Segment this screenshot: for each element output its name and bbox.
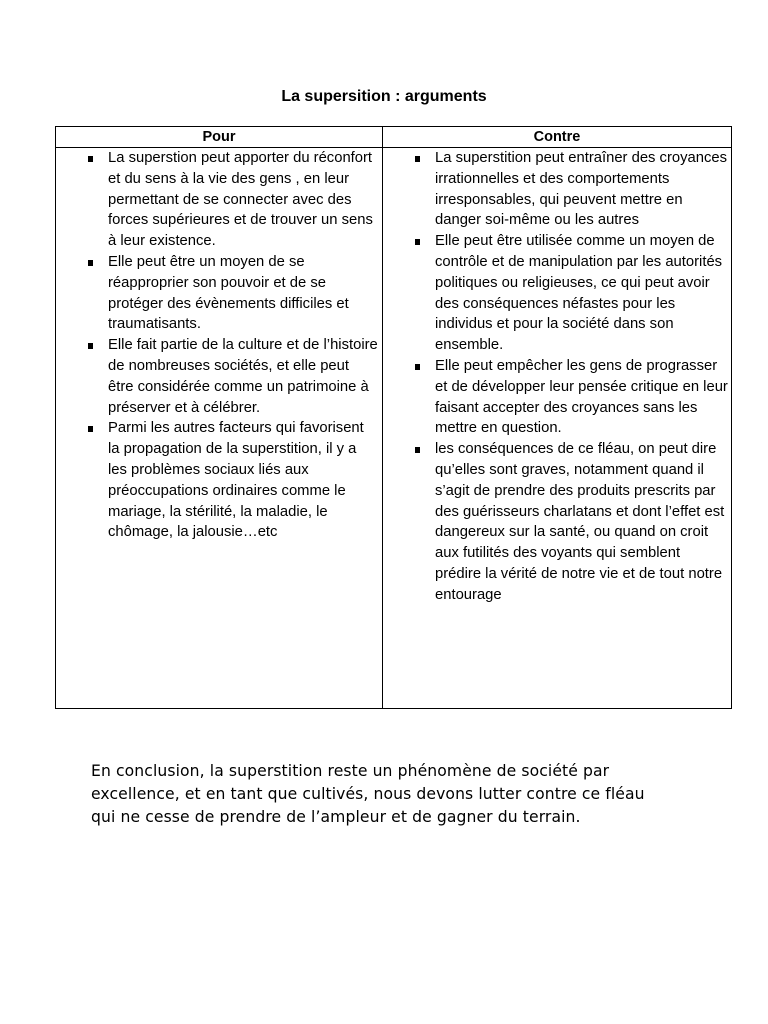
list-item [383,439,731,605]
arguments-table [55,126,732,709]
list-item [383,148,731,231]
square-bullet-icon [415,156,420,162]
table-header-row [56,127,732,148]
list-item-text: Elle peut être utilisée comme un moyen de contrôle et de manipulation par les autorités politiques ou religieuses, ce qui peut avoir des conséquences néfastes pour les individus et pour la société dans son ensemble. [435,233,723,354]
square-bullet-icon [88,156,93,162]
contre-column-header: Contre [383,127,732,148]
list-item [383,356,731,439]
table-body-row [56,148,732,709]
square-bullet-icon [88,343,93,349]
list-item [56,148,382,252]
conclusion-paragraph: En conclusion, la superstition reste un phénomène de société par excellence, et en tant que cultivés, nous devons lutter contre ce fléau qui ne cesse de prendre de l’ampleur et de gagner du terrain. [91,761,645,826]
list-item [56,335,382,418]
contre-list [383,148,731,606]
list-item-text: Parmi les autres facteurs qui favorisent la propagation de la superstition, il y a les problèmes sociaux liés aux préoccupations ordinaires comme le mariage, la stérilité, la maladie, le chômage, la jalousie…etc [108,420,364,541]
list-item-text: La superstition peut entraîner des croyances irrationnelles et des comportements irresponsables, qui peuvent mettre en danger soi-même ou les autres [435,150,728,229]
square-bullet-icon [88,426,93,432]
pour-cell [56,148,383,709]
square-bullet-icon [415,364,420,370]
page-title: La supersition : arguments [281,88,487,105]
list-item-text: La superstion peut apporter du réconfort et du sens à la vie des gens , en leur permettant de se connecter avec des forces supérieures et de trouver un sens à leur existence. [108,150,373,250]
pour-column-header: Pour [56,127,383,148]
pour-list [56,148,382,543]
list-item-text: Elle fait partie de la culture et de l’histoire de nombreuses sociétés, et elle peut être considérée comme un patrimoine à préserver et à célébrer. [108,337,378,416]
list-item-text: Elle peut empêcher les gens de prograsser et de développer leur pensée critique en leur faisant accepter des croyances sans les mettre en question. [435,357,728,437]
square-bullet-icon [415,239,420,245]
list-item [56,418,382,543]
square-bullet-icon [415,447,420,453]
list-item [56,252,382,335]
contre-cell [383,148,732,709]
square-bullet-icon [88,260,93,266]
list-item-text: Elle peut être un moyen de se réapproprier son pouvoir et de se protéger des évènements difficiles et traumatisants. [108,253,349,333]
list-item-text: les conséquences de ce fléau, on peut dire qu’elles sont graves, notamment quand il s’agit de prendre des produits prescrits par des guérisseurs charlatans et dont l’effet est dangereux sur la santé, ou quand on croit aux futilités des voyants qui semblent prédire la vérité de notre vie et de tout notre entourage [435,441,725,603]
list-item [383,231,731,356]
